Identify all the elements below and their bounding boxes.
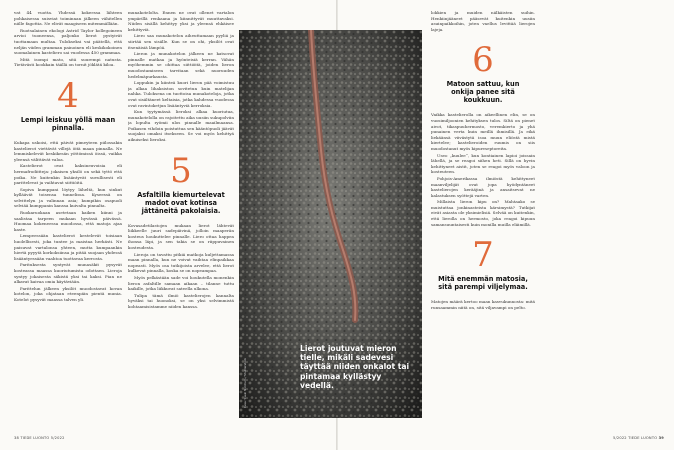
paragraph: Ruotsalainen ekologi Astrid Taylor kollegoineen arvioi tuoneensa, paljonko lierot pystyivät tuottamaan multaa. Tulokseksi vai päätellä, että neljän viiden gramman painoinen eli keskikokoinen suomalainen kastelierо sai vuodessa 450 grammaa. <box>14 27 122 56</box>
paragraph: Useo „kuulee“, kun kontiainen lapioi joissain lähellä, ja se reagoi siihen heti. Sillä on hyvin kehittyneet aistit, joten se reagoi myös valoon ja kosteuteen. <box>431 152 535 175</box>
paragraph: Mitä isompi mato, sitä suurempi natusta. Tietävästi kookkain täällä on tornit jöklätä kiloa. <box>14 56 122 68</box>
paragraph: Lempeessään kastelierot kestelevät toisiaan huolellisesti, joka tuntee ja maistaa herkästi. Ne paisuvat vartalonsa yhteen, mutta kumpaankin hiertä pyyytä korkoksiinsa ja pitää suojaan yhdessä lisääntyessään vaahtoa tuottavaa kerrosta. <box>14 233 122 261</box>
paragraph: Ruokaruokaan asetetaan kaiken kiinni ja saalistaa tarpeen mukaan hyvässä päivässä. Huomaa kokeneessa muodossa, että matoja ajaa kaste. <box>14 210 122 232</box>
section-number-7: 7 <box>472 235 494 276</box>
right-folio <box>613 436 664 440</box>
left-column-2 <box>128 10 234 430</box>
paragraph: Lieron ja munakotelon jälkeen ne katsovat pinnalle matkaa ja hyönteisiä kerran. Vähän myöhemmin se ohittaa siittiöitä, joiden lieron muodostamiseen tarvitaan sekä nuoruuden hedelmäpurkausta. <box>128 51 234 79</box>
left-column-1 <box>14 10 122 430</box>
left-folio: 38 TIEDE LUONTO 5/2022 <box>14 436 65 440</box>
paragraph: Vaikka kastelierolla on aikeellinen elin, se on vuosimiljoonien kehityksen tulos. Siltä on pienet aivot, tikaspuuhermosto, veremkierto ja yhä punainen verta kuin meillä ihmisillä. Ja eikä liekäänsä viivästytä isoa muun eliöstä mistä kiertelee; kastelieroiden ruumis on siis muodostanut myös kipureseptoreita. <box>431 112 535 151</box>
photo-caption: Lierot joutuvat mieron tielle, mikäli sadevesi täyttää niiden onkalot tai pintamaa kyllästyy vedellä. <box>300 343 410 390</box>
paragraph: munakotelolta. Ennen ne ovat ollenet vartalon ympärillä renkaana ja kiinnittyvät muuttavaksi. Niiden sisällä kehittyy yksi ja yleensä ehkäisee kehittyviä. <box>128 10 234 32</box>
paragraph: Matojen määrä kertoo maan kasvukunnosta: mitä runsaammin niitä on, sitä viljavampi on pelto. <box>431 299 535 310</box>
section-number-4: 4 <box>57 75 79 116</box>
section-heading-4: Lempi leiskuu yöllä maan pinnalla. <box>20 115 116 132</box>
folio-text: 5/2022 TIEDE LUONTO <box>612 436 658 440</box>
paragraph: Kastelierot ovat kaksineuvoisia eli hermafrodiitteja: jokaisen yksilö on sekä tyttö että poika. Ne kuitenkin lisääntyvät suvullisesti eli parittelevat ja vaihtavat siittiöitä. <box>14 163 122 186</box>
paragraph: Tulipa tämä ilmiö kastelierojen kannalta hyväksi tai huonoksi, se on yksi selvimmistä kohtaamisistamme niiden kanssa. <box>128 292 234 309</box>
paragraph: Parituksesta syntyvät munasäkit pysyvät kosteassa maassa kuoriutumista odottaen. Lieroja syntyy jokaisesta säkistä yksi tai kaksi. Pian ne alkavat kaivaa omia käytäviään. <box>14 262 122 285</box>
paragraph: Sopiva kumppani löytyy läheltä, kun sinkut kylläävät toisensa tunnelissa. Kyseessä on selvittelyn ja valinnan asia; kumpikin osapuoli selviää kumppanin kanssa kuivalta pinnalta. <box>14 186 122 209</box>
paragraph: Lieroja on tavattu pitkiä matkoja kuljettamassa maan pinnalla, kun ne voivat vaihtaa elinpaikkaa nopeasti. Myös osa tutkijoista arvelee, että lierot kulkevat pinnalla, koska se on nopeampaa. <box>128 251 234 274</box>
paragraph: Millaista lieron kipu on? Mahtaako se muistuttaa jonkinasteista kärsimystä? Tutkijat eivät asiasta ole yksimielisiä. Selvää on kuitenkin, että lierolla on hermosto, joka reagoi kipuun samansuuntaisesti kuin monilla muilla eläimillä. <box>431 199 535 227</box>
paragraph: Kun tyytymässä lieroksi alkaa kuoriutua, munakotelolla on rajoitettu aika uusiin sukupolviin ja lopulta ryömii ulos pinnalle maailmaansa. Poikasen vihdoin poistuttua sen kääntöpuoli jäävät suojaksi omaksi itsekseen. Se voi myös kehittyä aikuiseksi lieroksi. <box>128 109 234 143</box>
section-heading-5: Asfaltilla kiemurtelevat madot ovat kotinsa jättäneitä pakolaisia. <box>137 190 225 215</box>
paragraph: Parittelun jälkeen yksilöt muodostavat kovan kotelon, joka ohjataan eteenpäin pientä munia. Kotelot pysyvät maassa talven yli. <box>14 285 122 302</box>
paragraph: Pohjois-Amerikassa ilmiöstä kehittyneet maanviljelijät ovat jopa hyödyntäneet kastelierojen kerääjinä ja ansaitsevat ne kalastuksen syöttejä varten. <box>431 175 535 198</box>
paragraph: vat 44 vuotta. Yhdessä kokeessa lähteen pohkaisessa suisviat toiminnan jälkeen vähitellen niille fagottia. Ne elivät maagiseen mitemmällään. <box>14 10 122 27</box>
section-number-6: 6 <box>472 40 494 81</box>
paragraph: Kovasadetilastojen mukaan lierot lähtevät liikkeelle juuri sadepäivinä, jolloin maaperän kosteus houkuttelee pinnalle. Liero ottaa happea ihonsa läpi, ja sen takia se on riippuvainen kosteudesta. <box>128 222 234 251</box>
section-heading-6: Matoon sattuu, kun onkija panee sitä koukkuun. <box>446 80 520 105</box>
earthworm-photo <box>239 30 422 418</box>
page-number: 39 <box>658 436 664 440</box>
paragraph: lokkien ja muiden nälkäisten suihin. Henkiinjääneet pääsevät kuitenkin uusiin asuinpaikkoihin, joten vaellus levittää lierojen lajeja. <box>431 10 535 32</box>
paragraph: Liero saa munakotelon aiheuttamaan pyyliä ja siirtää sen sisälle. Kun se on ohi, yksilöt ovat itsenäisiä lämpöä. <box>128 33 234 50</box>
photo-credit: Kuva: Svein Nordrum / Shutterstock <box>243 357 247 408</box>
section-heading-7: Mitä enemmän matosia, sitä parempi viljelymaa. <box>438 275 528 292</box>
paragraph: Loppukin ja kiinteä kuori lieron pää voimistuu ja alkaa lihaksiston sovitetun kuin matelijan nahka. Tuloksena on tuottoisa munakoteloja, jotka ovat sisältäneet keltaisia, jotka kahdessa vuodessa ovat ravintoketjun lisääntyviä kerroksia. <box>128 80 234 108</box>
paragraph: Kukapa uskoisi, että päivät pimeyteen piilossakin kastelierot viettävät villejä öitä maan pinnalla. Ne lemmiskelevät keskikesän yöttömissä öissä, vaikka yleensä välittävät valoa. <box>14 139 122 162</box>
section-number-5: 5 <box>170 150 192 191</box>
paragraph: Myös pelkästään sade voi houkutella monenkin lieron asfaltille samaan aikaan – tilanne tuttu kaikille, jotka liikkuvat sateella ulkona. <box>128 275 234 292</box>
right-column <box>431 10 535 430</box>
